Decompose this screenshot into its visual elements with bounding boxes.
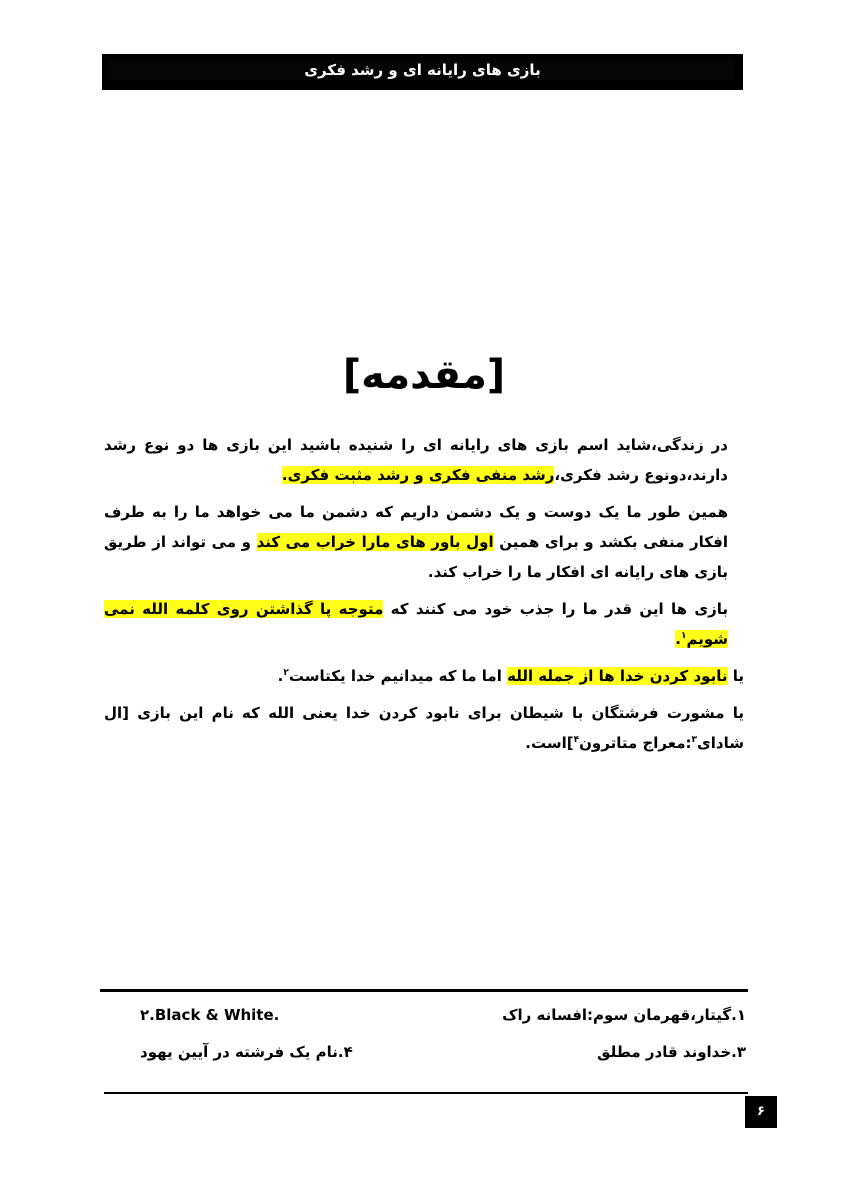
paragraph-4-text-a: یا xyxy=(727,667,744,685)
paragraph-1-highlight: رشد منفی فکری و رشد مثبت فکری. xyxy=(281,466,555,484)
running-header-title: بازی های رایانه ای و رشد فکری xyxy=(304,61,541,79)
paragraph-5-text-a: یا مشورت فرشتگان با شیطان برای نابود کردن خدا یعنی الله که نام این بازی [ال شادای xyxy=(104,704,744,752)
footer-rule xyxy=(104,1092,748,1094)
footnote-1: ۱.گیتار،قهرمان سوم:افسانه راک xyxy=(502,1006,746,1024)
chapter-title: [مقدمه] xyxy=(342,352,506,398)
paragraph-1-text: در زندگی،شاید اسم بازی های رایانه ای را شنیده باشید این بازی ها دو نوع رشد دارند،دونوع رشد فکری، xyxy=(104,436,728,484)
page-number: ۶ xyxy=(757,1104,765,1119)
paragraph-4-text-b: اما ما که میدانیم خدا یکتاست xyxy=(288,667,508,685)
footnote-3: ۳.خداوند قادر مطلق xyxy=(597,1043,746,1061)
paragraph-3-period: . xyxy=(675,630,681,648)
paragraph-2 xyxy=(104,497,744,587)
body-text xyxy=(104,430,744,765)
paragraph-5 xyxy=(104,698,744,758)
paragraph-2-text-a: همین طور ما یک دوست و یک دشمن داریم که دشمن ما می خواهد ما را به طرف افکار منفی بکشد و برای همین xyxy=(104,503,728,551)
page-number-box xyxy=(745,1096,777,1128)
footnote-separator xyxy=(100,989,748,992)
paragraph-5-text-b: :معراج متاترون xyxy=(579,734,692,752)
paragraph-1 xyxy=(104,430,744,490)
footnote-ref-3[interactable]: ۳ xyxy=(691,735,698,745)
paragraph-4 xyxy=(104,661,744,691)
paragraph-2-text-b: و می تواند از طریق بازی های رایانه ای افکار ما را خراب کند. xyxy=(104,533,728,581)
paragraph-5-text-c: ]است. xyxy=(525,734,574,752)
paragraph-4-highlight: نابود کردن خدا ها از جمله الله xyxy=(507,667,728,685)
footnote-ref-1[interactable]: ۱ xyxy=(680,631,687,641)
footnote-2: ۲.Black & White. xyxy=(140,1006,280,1024)
footnote-ref-4[interactable]: ۴ xyxy=(573,735,580,745)
paragraph-3-text-a: بازی ها این قدر ما را جذب خود می کنند که xyxy=(383,600,728,618)
paragraph-3-highlight-text: متوجه پا گذاشتن روی کلمه الله نمی شویم xyxy=(104,600,728,648)
footnote-ref-2[interactable]: ۲ xyxy=(283,668,289,678)
paragraph-3 xyxy=(104,594,744,654)
paragraph-2-highlight: اول باور های مارا خراب می کند xyxy=(256,533,494,551)
running-header xyxy=(102,54,743,90)
footnote-4: ۴.نام یک فرشته در آیین یهود xyxy=(140,1043,353,1061)
paragraph-4-period: . xyxy=(277,667,284,685)
